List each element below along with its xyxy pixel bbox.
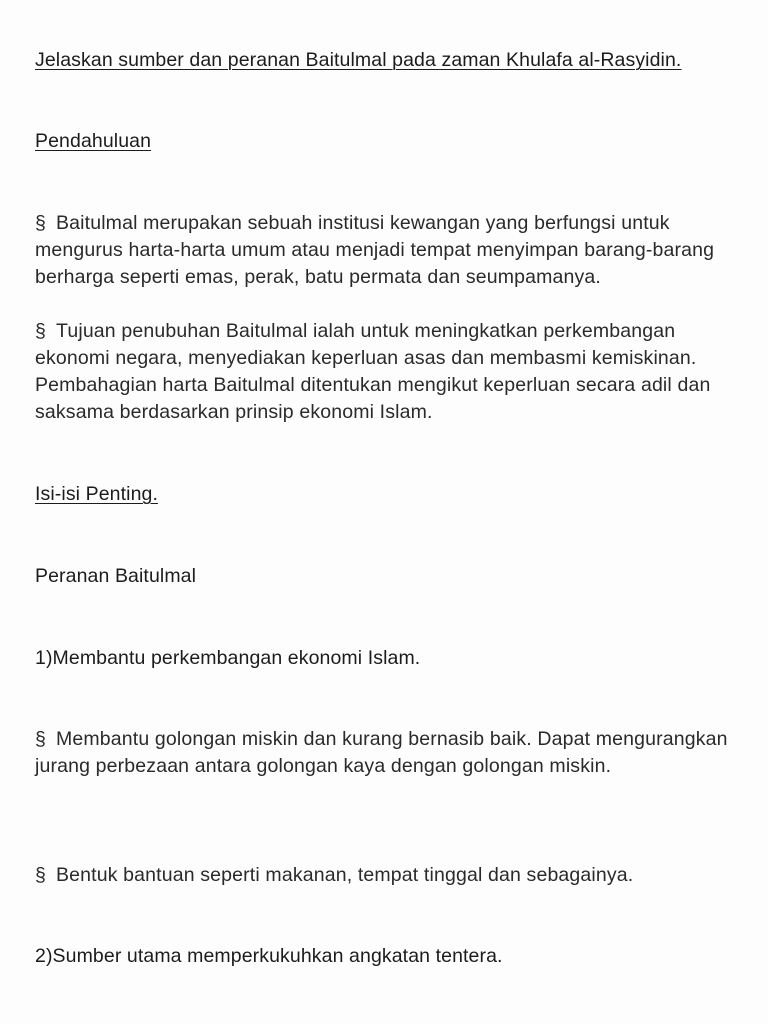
role-1-title: 1)Membantu perkembangan ekonomi Islam. [35,647,421,669]
section-sign-icon: § [35,212,46,234]
content-heading: Isi-isi Penting. [35,483,158,505]
role-2-title: 2)Sumber utama memperkukuhkan angkatan tentera. [35,945,503,967]
question-title: Jelaskan sumber dan peranan Baitulmal pada zaman Khulafa al-Rasyidin. [35,49,682,71]
intro-point-1 [35,210,735,291]
role-1-point-1-text: Membantu golongan miskin dan kurang bernasib baik. Dapat mengurangkan jurang perbezaan antara golongan kaya dengan golongan miskin. [35,728,728,777]
role-1-point-2 [35,862,735,889]
intro-point-2-text: Tujuan penubuhan Baitulmal ialah untuk meningkatkan perkembangan ekonomi negara, menyediakan keperluan asas dan membasmi kemiskinan. Pembahagian harta Baitulmal ditentukan mengikut keperluan secara adil dan saksama berdasarkan prinsip ekonomi Islam. [35,320,711,423]
section-sign-icon: § [35,864,46,886]
role-1-point-2-text: Bentuk bantuan seperti makanan, tempat tinggal dan sebagainya. [56,864,634,886]
section-sign-icon: § [35,728,46,750]
section-sign-icon: § [35,320,46,342]
role-1-point-1 [35,726,735,780]
intro-point-1-text: Baitulmal merupakan sebuah institusi kewangan yang berfungsi untuk mengurus harta-harta umum atau menjadi tempat menyimpan barang-barang berharga seperti emas, perak, batu permata dan seumpamanya. [35,212,715,288]
intro-point-2 [35,318,735,426]
roles-subheading: Peranan Baitulmal [35,565,197,587]
intro-heading: Pendahuluan [35,130,152,152]
